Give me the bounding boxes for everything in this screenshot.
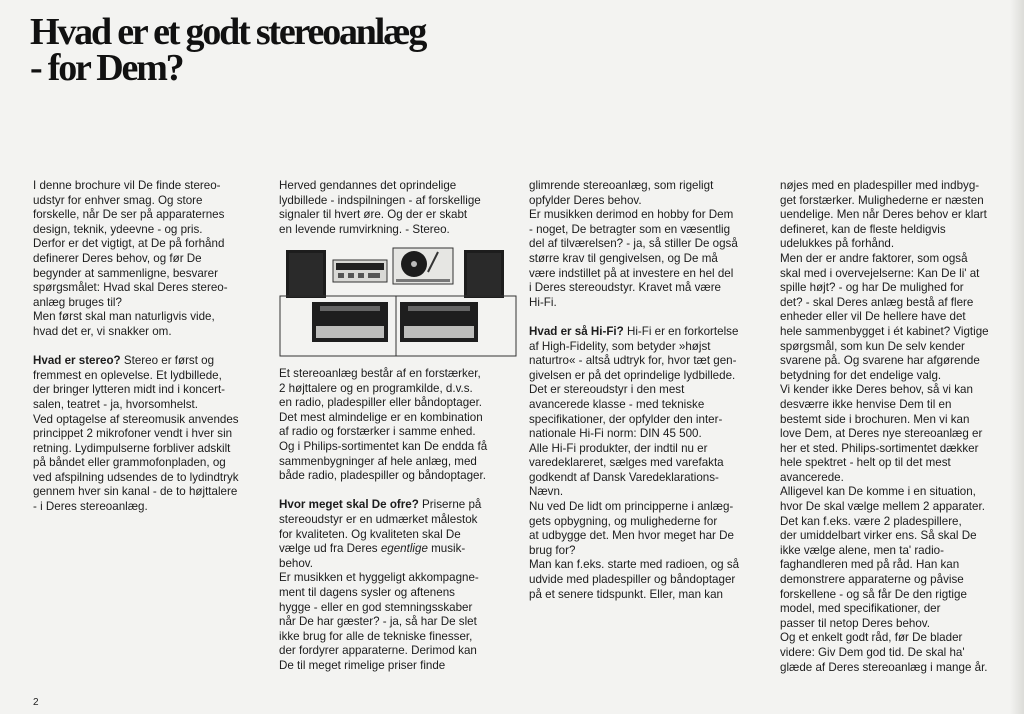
section-stereo (33, 354, 273, 515)
intro-paragraph (33, 179, 273, 340)
paragraph (279, 179, 519, 237)
column-4 (780, 179, 1020, 675)
text-line: nationale Hi-Fi norm: DIN 45 500. (529, 427, 702, 441)
text-line: i Deres stereoudstyr. Kravet må være (529, 281, 722, 295)
text-line: behov. (279, 556, 313, 570)
text-line: avancerede. (780, 470, 844, 484)
text-line: hele sammenbygget i ét kabinet? Vigtige (780, 324, 989, 338)
text-line: udstyr for enhver smag. Og store (33, 193, 203, 207)
text-line: Hi-Fi. (529, 295, 557, 309)
column-2 (279, 179, 519, 672)
text-line: være indstillet på at investere en hel del (529, 266, 734, 280)
text-line: godkendt af Dansk Varedeklarations- (529, 470, 719, 484)
paragraph (529, 179, 769, 310)
text-line: varedeklareret, sælges med varefakta (529, 456, 724, 470)
text-line: stereoudstyr er en udmærket målestok (279, 512, 478, 526)
text-line: Alle Hi-Fi produkter, der indtil nu er (529, 441, 708, 455)
text-line: skal med i overvejelserne: Kan De li' at (780, 266, 980, 280)
right-speaker-image (464, 250, 504, 298)
text-line: fremmest en oplevelse. Et lydbillede, (33, 368, 222, 382)
amplifier-image (312, 302, 388, 342)
text-line: forskelle, når De ser på apparaternes (33, 208, 225, 222)
text-line: anlæg bruges til? (33, 295, 122, 309)
text-line: faghandleren med på råd. Han kan (780, 558, 960, 572)
section-price (279, 498, 487, 673)
column-3 (529, 179, 769, 602)
text-line: nøjes med en pladespiller med indbyg- (780, 179, 980, 192)
text-line: love Dem, at Deres nye stereoanlæg er (780, 427, 983, 441)
text-line: gets opbygning, og mulighederne for (529, 514, 718, 528)
text-line: der umiddelbart virker ens. Så skal De (780, 529, 977, 543)
text-line: glimrende stereoanlæg, som rigeligt (529, 179, 714, 192)
text-line: demonstrere apparaterne og påvise (780, 573, 964, 587)
text-line: Men først skal man naturligvis vide, (33, 310, 215, 324)
page-title (30, 11, 426, 89)
text-line: her et sted. Philips-sortimentet dækker (780, 441, 979, 455)
text-line: passer til netop Deres behov. (780, 616, 930, 630)
text-line: defineret, kan de fleste heldigvis (780, 222, 946, 236)
paragraph (279, 367, 487, 484)
text-line: I denne brochure vil De finde stereo- (33, 179, 221, 192)
text-line: uendelige. Men når Deres behov er klart (780, 208, 987, 222)
text-line: en radio, pladespiller eller båndoptager. (279, 396, 483, 410)
text-line: desværre ikke henvise Dem til en (780, 397, 952, 411)
page-edge (1010, 0, 1024, 714)
text-line: af High-Fidelity, som betyder »højst (529, 339, 711, 353)
text-line: Man kan f.eks. starte med radioen, og så (529, 558, 740, 572)
text-line: begynder at sammenligne, besvarer (33, 266, 218, 280)
text-line: Ved optagelse af stereomusik anvendes (33, 412, 239, 426)
text-line: sammenbygninger af hele anlæg, med (279, 454, 477, 468)
text-line: signaler til hvert øre. Og der er skabt (279, 208, 468, 222)
text-line: definerer Deres behov, og før De (33, 251, 202, 265)
text-line: spille højt? - og har De mulighed for (780, 281, 964, 295)
text-line: opfylder Deres behov. (529, 193, 642, 207)
text-line: der bringer lytteren midt ind i koncert- (33, 383, 226, 397)
text-line: get forstærker. Mulighederne er næsten (780, 193, 984, 207)
text-line: både radio, pladespiller og båndoptager. (279, 469, 486, 483)
text-line: ment til dagens sysler og aftenens (279, 585, 455, 599)
page-number: 2 (33, 697, 39, 708)
text-line: Og et enkelt godt råd, før De blader (780, 631, 963, 645)
text-line: Er musikken et hyggeligt akkompagne- (279, 571, 479, 585)
text-line: hygge - eller en god stemningsskaber (279, 600, 473, 614)
text-line: Det mest almindelige er en kombination (279, 410, 483, 424)
column-1 (33, 179, 273, 515)
text-line: Men der er andre faktorer, som også (780, 251, 968, 265)
text-line: Vi kender ikke Deres behov, så vi kan (780, 383, 973, 397)
title-line-1: Hvad er et godt stereoanlæg (30, 11, 426, 53)
text-line: hvor De skal vælge mellem 2 apparater. (780, 500, 985, 514)
text-line: 2 højttalere og en programkilde, d.v.s. (279, 381, 473, 395)
text-line: på båndet eller grammofonpladen, og (33, 456, 226, 470)
text-line: princippet 2 mikrofoner vendt i hver sin (33, 427, 233, 441)
text-line: Derfor er det vigtigt, at De på forhånd (33, 237, 225, 251)
text-line: del af tilværelsen? - ja, så stiller De også (529, 237, 738, 251)
text-line: på et senere tidspunkt. Eller, man kan (529, 587, 723, 601)
text-line: Alligevel kan De komme i en situation, (780, 485, 976, 499)
section-heading: Hvor meget skal De ofre? (279, 498, 419, 512)
text-line: avancerede klasse - med tekniske (529, 397, 705, 411)
text-line: betydning for det endelige valg. (780, 368, 942, 382)
text-line: vælge ud fra Deres egentlige musik- (279, 542, 466, 556)
text-line: design, teknik, ydeevne - og pris. (33, 222, 203, 236)
text-line: der fordyrer apparaterne. Derimod kan (279, 644, 477, 658)
text-line: naturtro« - altså udtryk for, hvor tæt gen- (529, 354, 737, 368)
text-line: model, med specifikationer, der (780, 602, 941, 616)
text-line: Nævn. (529, 485, 564, 499)
text-line: retning. Lydimpulserne forbliver adskilt (33, 441, 231, 455)
text-line: Nu ved De lidt om principperne i anlæg- (529, 500, 734, 514)
text-line: videre: Giv Dem god tid. De skal ha' (780, 646, 965, 659)
tuner-amplifier-image (400, 302, 478, 342)
text-line: Hvad er så Hi-Fi? Hi-Fi er en forkortelse (529, 324, 739, 338)
text-line: Herved gendannes det oprindelige (279, 179, 457, 192)
text-line: Det er stereoudstyr i den mest (529, 383, 685, 397)
text-line: - noget, De betragter som en væsentlig (529, 222, 731, 236)
text-line: spørgsmålet: Hvad skal Deres stereo- (33, 281, 228, 295)
text-line: Er musikken derimod en hobby for Dem (529, 208, 734, 222)
text-line: enheder eller vil De hellere have det (780, 310, 966, 324)
text-line: givelsen er på det oprindelige lydbillede. (529, 368, 736, 382)
text-line: når De har gæster? - ja, så har De slet (279, 615, 477, 629)
text-line: Og i Philips-sortimentet kan De endda få (279, 439, 488, 453)
text-line: udvide med pladespiller og båndoptager (529, 573, 736, 587)
text-line: større krav til gengivelsen, og De må (529, 251, 718, 265)
text-line: af radio og forstærker i samme enhed. (279, 425, 476, 439)
text-line: udelukkes på forhånd. (780, 237, 895, 251)
text-line: brug for? (529, 543, 576, 557)
text-line: hvad det er, vi snakker om. (33, 324, 172, 338)
column-2-lower (279, 367, 487, 673)
text-line: salen, teatret - ja, hvorsomhelst. (33, 397, 198, 411)
text-line: specifikationer, der opfylder den inter- (529, 412, 723, 426)
text-line: Hvad er stereo? Stereo er først og (33, 354, 215, 368)
text-line: en levende rumvirkning. - Stereo. (279, 222, 450, 236)
left-speaker-image (286, 250, 326, 298)
text-line: - i Deres stereoanlæg. (33, 500, 148, 514)
text-line: det? - skal Deres anlæg bestå af flere (780, 295, 974, 309)
text-line: ikke brug for alle de tekniske finesser, (279, 629, 473, 643)
section-heading: Hvad er så Hi-Fi? (529, 324, 624, 338)
text-line: forskellene - og så får De den rigtige (780, 587, 967, 601)
title-line-2: - for Dem? (30, 47, 183, 89)
text-line: Et stereoanlæg består af en forstærker, (279, 367, 481, 380)
text-line: gennem hver sin kanal - de to højttalere (33, 485, 238, 499)
text-line: De til meget rimelige priser finde (279, 658, 446, 672)
text-line: ved afspilning udsendes de to lydindtryk (33, 470, 239, 484)
text-line: ikke vælge alene, men ta' radio- (780, 543, 944, 557)
section-hifi (529, 325, 769, 602)
text-line: glæde af Deres stereoanlæg i mange år. (780, 660, 988, 674)
receiver-image (333, 260, 387, 282)
text-line: lydbillede - indspilningen - af forskellige (279, 193, 481, 207)
turntable-image (393, 248, 453, 284)
text-line: for kvaliteten. Og kvaliteten skal De (279, 527, 461, 541)
text-line: bestemt side i brochuren. Men vi kan (780, 412, 970, 426)
text-line: spørgsmål, som kun De selv kender (780, 339, 965, 353)
text-line: Hvor meget skal De ofre? Priserne på (279, 498, 482, 512)
text-line: Det kan f.eks. være 2 pladespillere, (780, 514, 962, 528)
text-line: svarene på. Og svarene har afgørende (780, 354, 980, 368)
text-line: hele spektret - helt op til det mest (780, 456, 951, 470)
stereo-equipment-photo (276, 238, 520, 358)
text-line: at udbygge det. Men hvor meget har De (529, 529, 734, 543)
section-heading: Hvad er stereo? (33, 354, 121, 368)
